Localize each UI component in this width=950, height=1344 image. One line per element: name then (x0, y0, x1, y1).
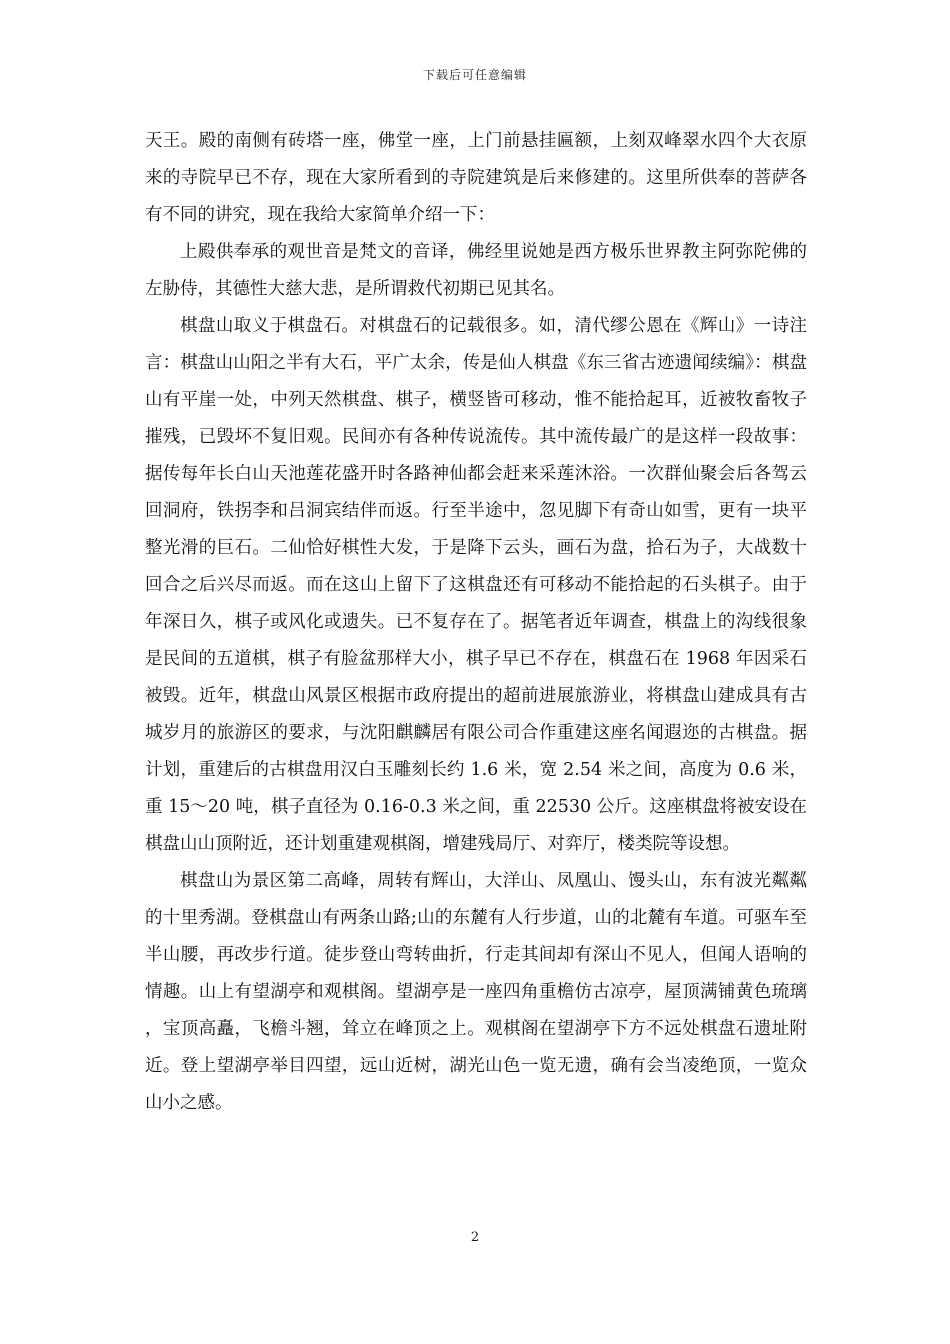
paragraph: 上殿供奉承的观世音是梵文的音译，佛经里说她是西方极乐世界教主阿弥陀佛的左胁侍，其德性大慈大悲，是所谓救代初期已见其名。 (145, 242, 807, 299)
paragraph: 棋盘山取义于棋盘石。对棋盘石的记载很多。如，清代缪公恩在《辉山》一诗注言：棋盘山山阳之半有大石，平广太余，传是仙人棋盘《东三省古迹遗闻续编》：棋盘山有平崖一处，中列天然棋盘、棋子，横竖皆可移动，惟不能拾起耳，近被牧畜牧子摧残，已毁坏不复旧观。民间亦有各种传说流传。其中流传最广的是这样一段故事：据传每年长白山天池莲花盛开时各路神仙都会赶来采莲沐浴。一次群仙聚会后各驾云回洞府，铁拐李和吕洞宾结伴而返。行至半途中，忽见脚下有奇山如雪，更有一块平整光滑的巨石。二仙恰好棋性大发，于是降下云头，画石为盘，拾石为子，大战数十回合之后兴尽而返。而在这山上留下了这棋盘还有可移动不能拾起的石头棋子。由于年深日久，棋子或风化或遗失。已不复存在了。据笔者近年调查，棋盘上的沟线很象是民间的五道棋，棋子有脸盆那样大小，棋子早已不存在，棋盘石在 1968 年因采石被毁。近年，棋盘山风景区根据市政府提出的超前进展旅游业，将棋盘山建成具有古城岁月的旅游区的要求，与沈阳麒麟居有限公司合作重建这座名闻遐迩的古棋盘。据计划，重建后的古棋盘用汉白玉雕刻长约 1.6 米，宽 2.54 米之间，高度为 0.6 米，重 15～20 吨，棋子直径为 0.16-0.3 米之间，重 22530 公斤。这座棋盘将被安设在棋盘山山顶附近，还计划重建观棋阁，增建残局厅、对弈厅，楼类院等设想。 (145, 316, 807, 854)
page-number: 2 (470, 1230, 480, 1245)
paragraph: 天王。殿的南侧有砖塔一座，佛堂一座，上门前悬挂匾额，上刻双峰翠水四个大衣原来的寺院早已不存，现在大家所看到的寺院建筑是后来修建的。这里所供奉的菩萨各有不同的讲究，现在我给大家简单介绍一下： (145, 131, 807, 225)
page-header: 下载后可任意编辑 (422, 68, 527, 82)
document-body (145, 123, 807, 1122)
paragraph: 棋盘山为景区第二高峰，周转有辉山，大洋山、凤凰山、馒头山，东有波光粼粼的十里秀湖。登棋盘山有两条山路;山的东麓有人行步道，山的北麓有车道。可驱车至半山腰，再改步行道。徒步登山弯转曲折，行走其间却有深山不见人，但闻人语响的情趣。山上有望湖亭和观棋阁。望湖亭是一座四角重檐仿古凉亭，屋顶满铺黄色琉璃，宝顶高矗，飞檐斗翘，耸立在峰顶之上。观棋阁在望湖亭下方不远处棋盘石遗址附近。登上望湖亭举目四望，远山近树，湖光山色一览无遗，确有会当凌绝顶，一览众山小之感。 (145, 871, 807, 1113)
